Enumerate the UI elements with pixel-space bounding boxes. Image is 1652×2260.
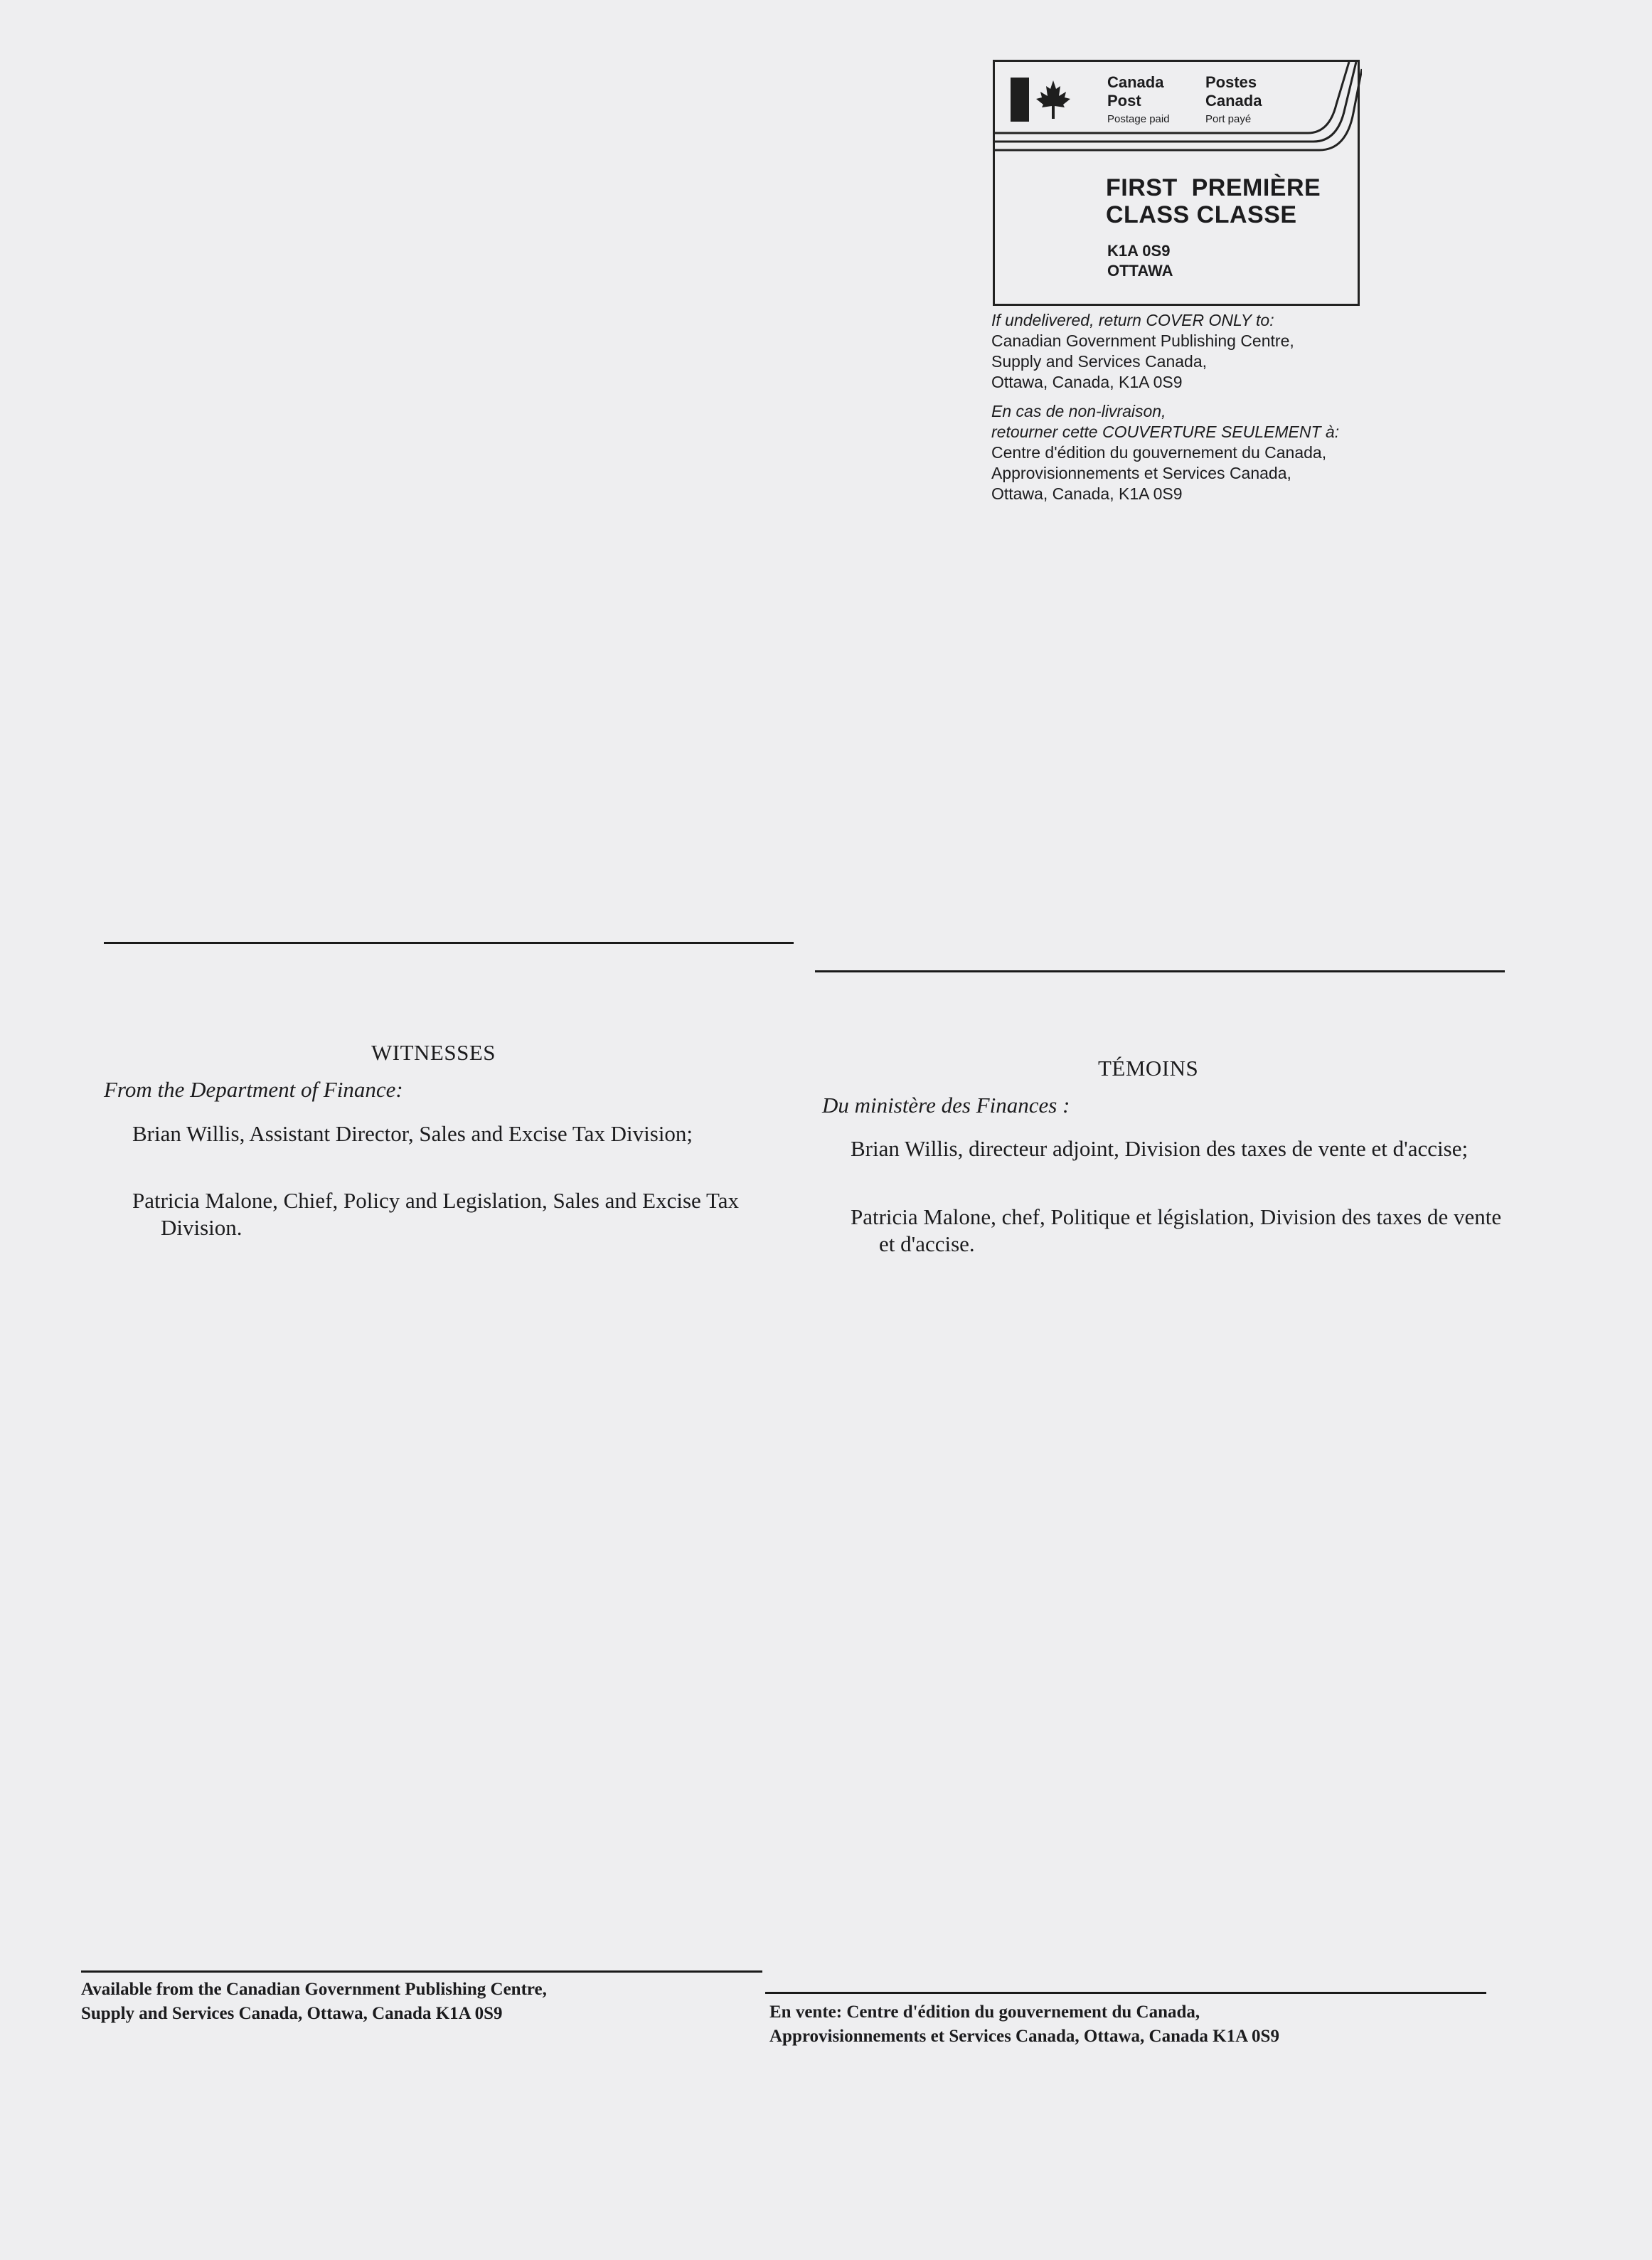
canada-post-line-1: Canada [1107,73,1164,91]
return-en-line-3: Supply and Services Canada, [991,352,1208,371]
postage-paid-label: Postage paid [1107,113,1170,125]
return-instructions-english [991,310,1294,393]
return-instructions-french [991,401,1339,504]
availability-en-line-2: Supply and Services Canada, Ottawa, Canada K1A 0S9 [81,2004,503,2023]
port-paye-label: Port payé [1205,113,1252,125]
indicia-postal-code: K1A 0S9 [1107,242,1171,260]
indicia-address [1107,241,1173,281]
witnesses-heading-en: WITNESSES [371,1040,496,1065]
indicia-city: OTTAWA [1107,262,1173,280]
footer-rule-left [81,1970,762,1973]
department-fr: Du ministère des Finances : [822,1093,1070,1118]
availability-en-line-1: Available from the Canadian Government Publishing Centre, [81,1980,547,1999]
witness-entry-fr-2: Patricia Malone, chef, Politique et législation, Division des taxes de vente et d'accise. [851,1204,1502,1256]
first-class-line-2: CLASS CLASSE [1106,201,1297,228]
postes-canada-line-2: Canada [1205,92,1262,110]
first-class-line-1: FIRST PREMIÈRE [1106,174,1321,201]
return-en-line-1: If undelivered, return COVER ONLY to: [991,311,1274,329]
availability-fr-line-2: Approvisionnements et Services Canada, Ottawa, Canada K1A 0S9 [769,2027,1279,2046]
canada-flag-icon [1011,75,1072,124]
witness-entry-en-1: Brian Willis, Assistant Director, Sales and Excise Tax Division; [132,1121,693,1146]
availability-notice-en [81,1978,547,2026]
return-en-line-4: Ottawa, Canada, K1A 0S9 [991,373,1183,391]
return-fr-line-4: Approvisionnements et Services Canada, [991,464,1291,482]
return-en-line-2: Canadian Government Publishing Centre, [991,331,1294,350]
return-fr-line-1: En cas de non-livraison, [991,402,1166,420]
postage-indicia-box [993,60,1360,306]
postes-canada-line-1: Postes [1205,73,1257,91]
return-fr-line-2: retourner cette COUVERTURE SEULEMENT à: [991,423,1340,441]
canada-post-line-2: Post [1107,92,1141,110]
witness-entry-fr-1: Brian Willis, directeur adjoint, Division des taxes de vente et d'accise; [851,1136,1469,1161]
witness-entry-en-2: Patricia Malone, Chief, Policy and Legislation, Sales and Excise Tax Division. [132,1188,739,1240]
footer-rule-right [765,1992,1486,1994]
availability-notice-fr [769,2000,1279,2049]
witnesses-top-rule-right [815,970,1505,972]
return-fr-line-3: Centre d'édition du gouvernement du Canada, [991,443,1327,462]
availability-fr-line-1: En vente: Centre d'édition du gouvernement du Canada, [769,2002,1200,2022]
witnesses-top-rule [104,942,794,944]
return-fr-line-5: Ottawa, Canada, K1A 0S9 [991,484,1183,503]
postes-canada-french [1205,73,1262,129]
canada-post-english [1107,73,1170,129]
witnesses-heading-fr: TÉMOINS [1098,1056,1199,1081]
department-en: From the Department of Finance: [104,1077,403,1102]
